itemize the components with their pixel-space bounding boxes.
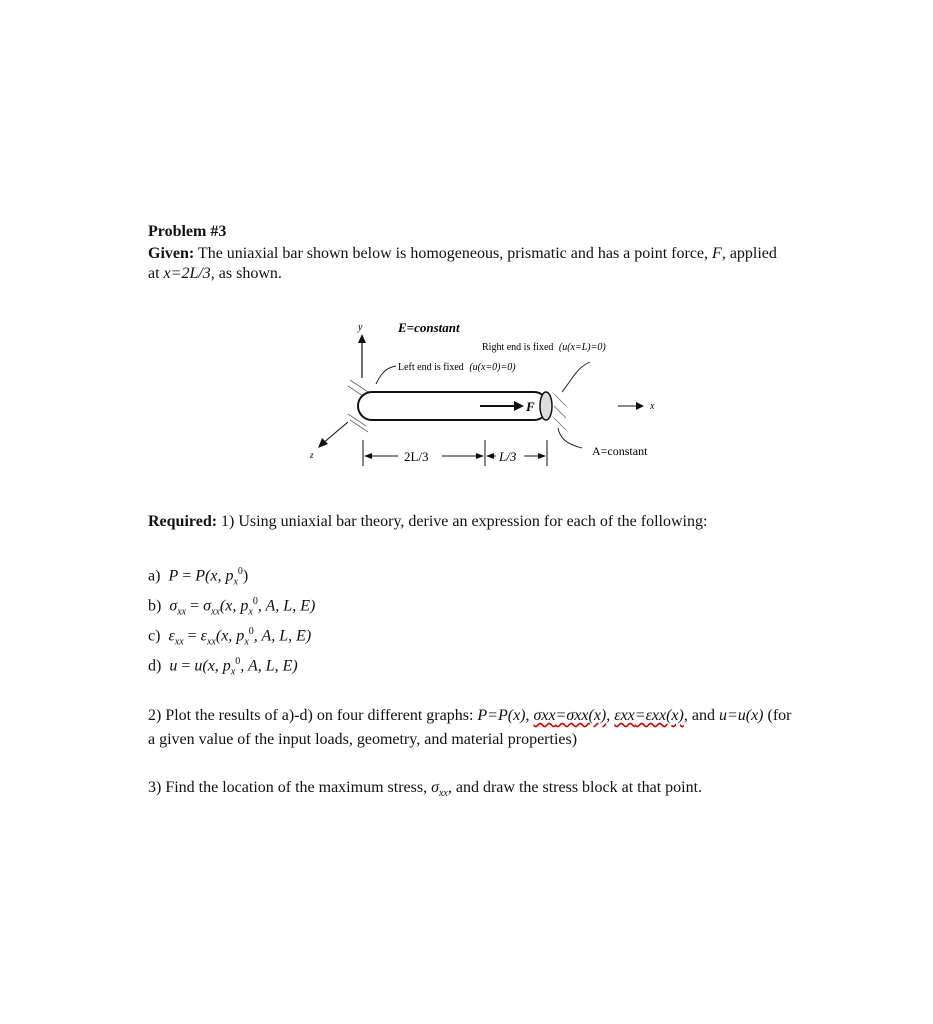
part3-sym: σ: [431, 779, 439, 796]
given-line-2: [148, 264, 282, 284]
item-a-args: (x, p: [205, 567, 234, 585]
item-d-lhs: u: [169, 657, 178, 675]
force-label: F: [526, 399, 535, 414]
part2-text-3: (for: [763, 707, 792, 724]
item-d-args: (x, p: [202, 657, 231, 675]
e-constant-label: E=constant: [398, 320, 460, 335]
problem-title: Problem #3: [148, 223, 227, 240]
item-d-fn: u: [194, 657, 203, 675]
given-x: x=2L/3: [163, 265, 211, 282]
item-d-letter: d): [148, 657, 162, 675]
part2-g2a: σxx: [533, 707, 556, 724]
part3-line: [148, 778, 702, 804]
required-text: 1) Using uniaxial bar theory, derive an expression for each of the following:: [217, 513, 708, 530]
bar-figure: [300, 310, 680, 480]
required-label: Required:: [148, 513, 218, 530]
part2-g4: u=u(x): [718, 707, 764, 724]
part3-text-1: 3) Find the location of the maximum stress,: [148, 779, 432, 796]
item-d-tail: , A, L, E): [240, 657, 298, 675]
z-axis-label: z: [310, 450, 314, 460]
given-F: F: [712, 245, 722, 262]
item-a-fn: P: [195, 567, 206, 585]
part2-g1: P=P(x): [477, 707, 526, 724]
right-wall: [554, 394, 566, 430]
y-axis-label: y: [358, 322, 363, 333]
item-b-lhs: σ: [169, 597, 178, 615]
part2-g3b: =εxx(x): [634, 707, 684, 724]
part2-text-2: , and: [683, 707, 719, 724]
a-constant-label: A=constant: [592, 444, 648, 458]
item-a-tail: ): [242, 567, 249, 585]
given-line-1: [148, 244, 777, 264]
item-d: d) u = u(x, $p_x^0$, A, L, E): [148, 656, 298, 678]
item-c-lhs: ε: [168, 627, 175, 645]
item-c-fn: ε: [200, 627, 207, 645]
item-b: b) $\sigma_{xx} = \sigma_{xx}(x$, $p_x^0$, A, L, E): [148, 596, 316, 618]
left-end-label: Left end is fixed (u(x=0)=0): [398, 362, 516, 373]
item-c-tail: , A, L, E): [253, 627, 312, 645]
item-b-tail: , A, L, E): [257, 597, 316, 615]
part2-text-1: 2) Plot the results of a)-d) on four different graphs:: [148, 707, 478, 724]
item-c-letter: c): [148, 627, 161, 645]
item-a-lhs: P: [168, 567, 179, 585]
item-b-letter: b): [148, 597, 162, 615]
required-line: [148, 512, 707, 532]
part2-line-1: 2) Plot the results of a)-d) on four different graphs: P=P(x), σxx=σxx(x), εxx=εxx(x), and u=u(x) (for: [148, 707, 792, 724]
part2-g2b: =σxx(x): [555, 707, 607, 724]
item-c: c) $\varepsilon_{xx} = \varepsilon_{xx}(x$, $p_x^0$, A, L, E): [148, 626, 312, 648]
item-c-args: (x, p: [215, 627, 245, 645]
given-text-3: at: [148, 265, 164, 282]
item-b-args: (x, p: [219, 597, 249, 615]
given-text-2: , applied: [721, 245, 777, 262]
part3-sub: xx: [438, 788, 448, 800]
item-a: a) P = P(x, $p_x^0$): [148, 566, 249, 588]
item-b-fn: σ: [203, 597, 212, 615]
item-a-letter: a): [148, 567, 161, 585]
x-axis-label: x: [650, 401, 655, 412]
dim-left-label: 2L/3: [404, 449, 429, 464]
part3-text-2: , and draw the stress block at that point.: [447, 779, 703, 796]
part2-line-2: a given value of the input loads, geometry, and material properties): [148, 731, 578, 748]
given-text-1: The uniaxial bar shown below is homogeneous, prismatic and has a point force,: [194, 245, 713, 262]
dim-right-label: L/3: [499, 449, 517, 464]
given-text-4: , as shown.: [210, 265, 282, 282]
right-end-label: Right end is fixed (u(x=L)=0): [482, 342, 606, 353]
given-label: Given:: [148, 245, 195, 262]
part2-g3a: εxx: [614, 707, 635, 724]
